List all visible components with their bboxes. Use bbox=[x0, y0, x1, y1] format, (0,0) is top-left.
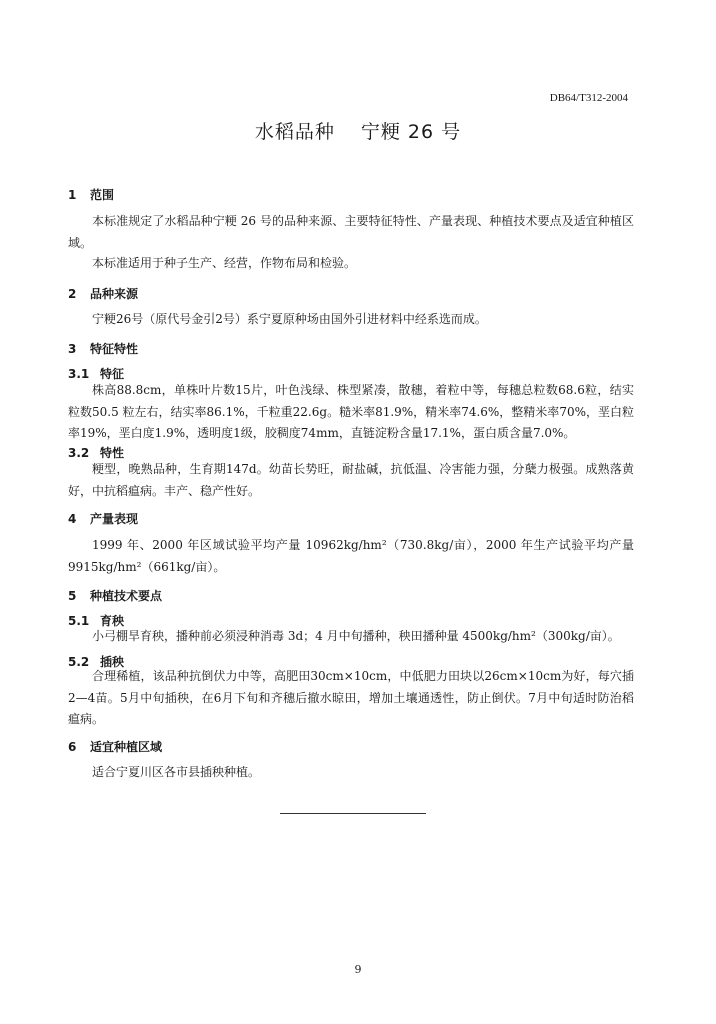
section-1-heading bbox=[68, 186, 114, 203]
section-title: 范围 bbox=[90, 188, 115, 202]
section-4-paragraph: 1999 年、2000 年区域试验平均产量 10962kg/hm²（730.8kg/亩），2000 年生产试验平均产量9915kg/hm²（661kg/亩）。 bbox=[68, 538, 634, 574]
section-number: 5 bbox=[68, 589, 77, 603]
subsection-number: 5.2 bbox=[68, 655, 90, 669]
section-number: 6 bbox=[68, 740, 77, 754]
subsection-title: 特性 bbox=[100, 446, 125, 460]
subsection-title: 插秧 bbox=[100, 655, 125, 669]
subsection-number: 5.1 bbox=[68, 614, 90, 628]
section-6-heading bbox=[68, 738, 162, 755]
section-5-heading bbox=[68, 587, 162, 604]
section-1-paragraph-1: 本标准规定了水稻品种宁粳 26 号的品种来源、主要特征特性、产量表现、种植技术要点及适宜种植区域。 bbox=[68, 214, 634, 250]
section-number: 4 bbox=[68, 512, 77, 526]
section-3-1-paragraph: 株高88.8cm，单株叶片数15片，叶色浅绿、株型紧凑，散穗，着粒中等，每穗总粒数68.6粒，结实粒数50.5 粒左右，结实率86.1%，千粒重22.6g。糙米率81.9%，精米率74.6%，整精米率70%，垩白粒率19%，垩白度1.9%，透明度1级，胶稠度74mm，直链淀粉含量17.1%，蛋白质含量7.0%。 bbox=[68, 383, 634, 440]
section-title: 适宜种植区域 bbox=[90, 740, 163, 754]
section-number: 1 bbox=[68, 188, 77, 202]
subsection-title: 特征 bbox=[100, 367, 125, 381]
section-2-heading bbox=[68, 285, 138, 302]
section-3-2-paragraph: 粳型，晚熟品种，生育期147d。幼苗长势旺，耐盐碱，抗低温、冷害能力强，分蘖力极强。成熟落黄好，中抗稻瘟病。丰产、稳产性好。 bbox=[68, 462, 634, 498]
title-part-2: 宁粳 26 号 bbox=[360, 121, 462, 143]
title-part-1: 水稻品种 bbox=[254, 121, 335, 143]
section-3-heading bbox=[68, 340, 138, 357]
section-2-paragraph-1: 宁粳26号（原代号金引2号）系宁夏原种场由国外引进材料中经系选而成。 bbox=[92, 312, 487, 326]
section-title: 种植技术要点 bbox=[90, 589, 163, 603]
section-5-2-paragraph: 合理稀植，该品种抗倒伏力中等，高肥田30cm×10cm，中低肥力田块以26cm×10cm为好，每穴插2—4苗。5月中旬插秧，在6月下旬和齐穗后撤水晾田，增加土壤通透性，防止倒伏。7月中旬适时防治稻瘟病。 bbox=[68, 669, 634, 726]
end-rule bbox=[280, 813, 426, 814]
subsection-title: 育秧 bbox=[100, 614, 125, 628]
standard-code: DB64/T312-2004 bbox=[549, 92, 628, 104]
subsection-number: 3.2 bbox=[68, 446, 90, 460]
subsection-number: 3.1 bbox=[68, 367, 90, 381]
section-number: 3 bbox=[68, 342, 77, 356]
page-number: 9 bbox=[354, 963, 362, 976]
section-4-heading bbox=[68, 510, 138, 527]
section-6-paragraph: 适合宁夏川区各市县插秧种植。 bbox=[92, 765, 261, 779]
section-title: 品种来源 bbox=[90, 287, 139, 301]
section-number: 2 bbox=[68, 287, 77, 301]
document-title bbox=[0, 117, 716, 144]
section-1-paragraph-2: 本标准适用于种子生产、经营，作物布局和检验。 bbox=[92, 256, 357, 270]
section-5-1-paragraph: 小弓棚旱育秧，播种前必须浸种消毒 3d；4 月中旬播种，秧田播种量 4500kg/hm²（300kg/亩）。 bbox=[92, 629, 620, 643]
section-title: 产量表现 bbox=[90, 512, 139, 526]
section-title: 特征特性 bbox=[90, 342, 139, 356]
